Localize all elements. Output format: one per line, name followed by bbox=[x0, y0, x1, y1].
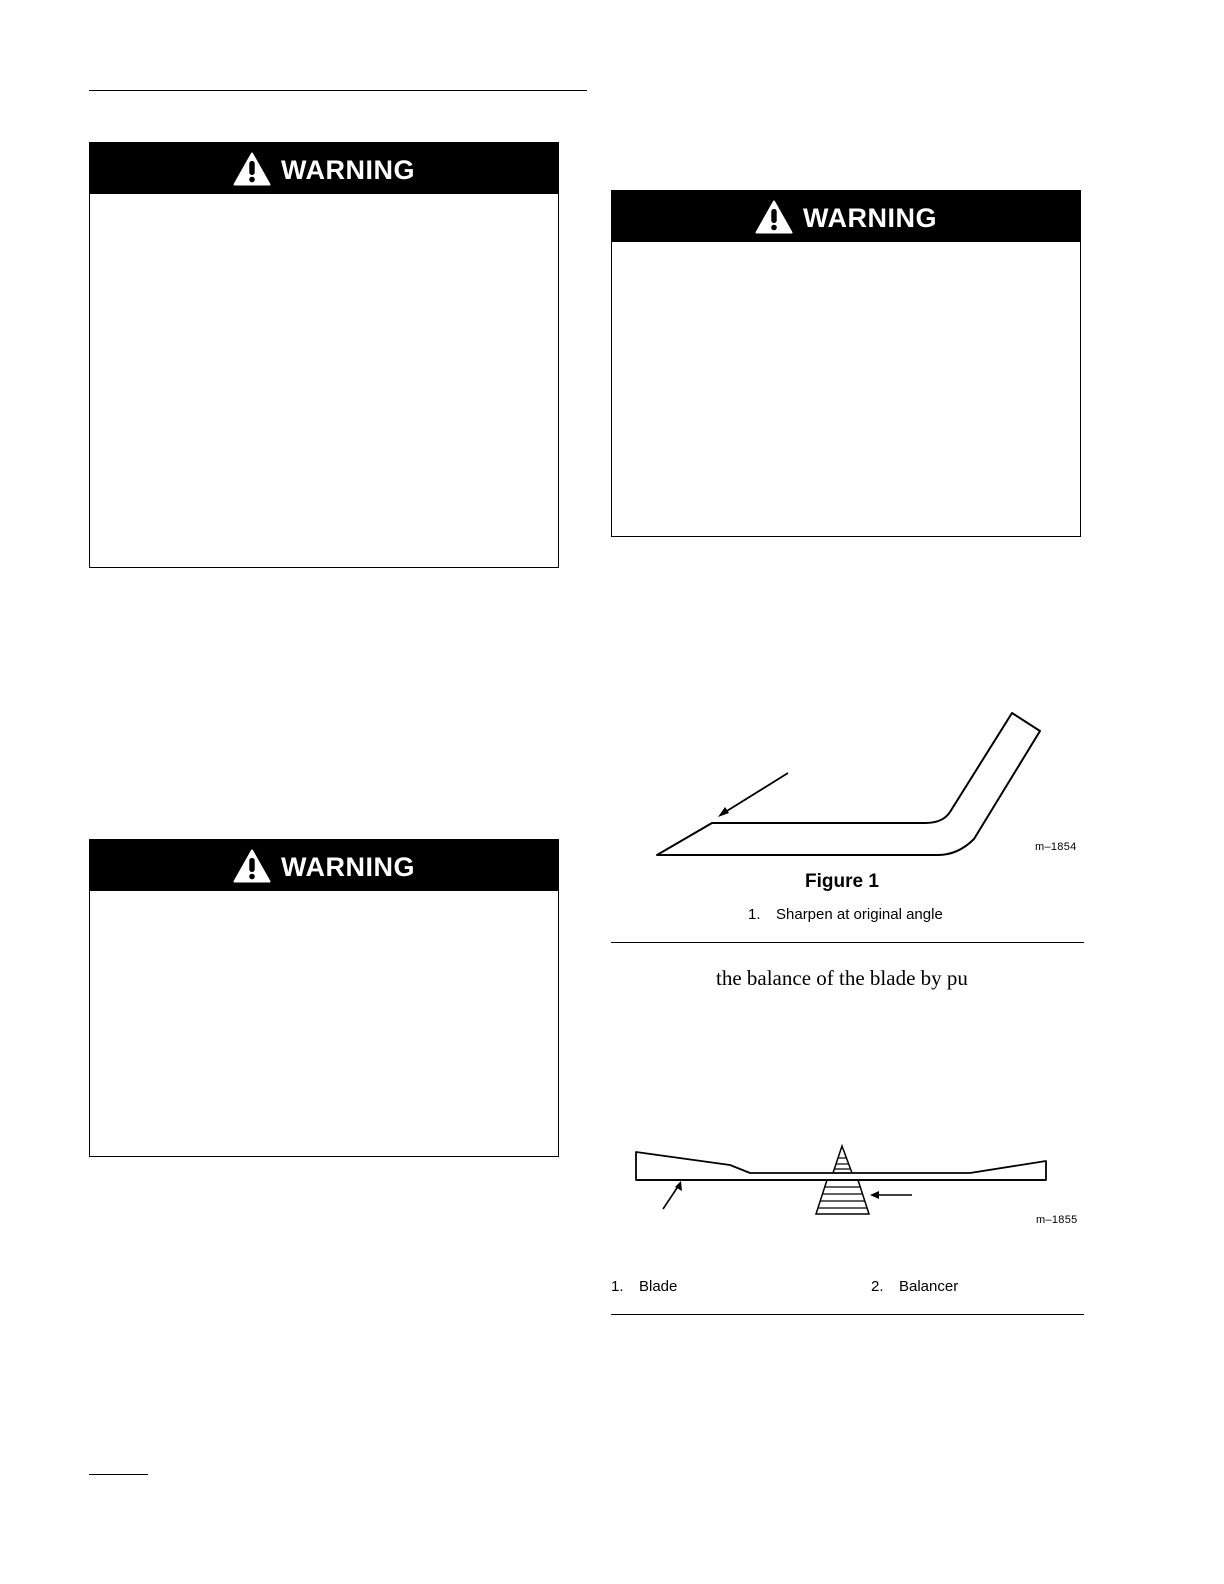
figure1-callout-1 bbox=[748, 906, 943, 923]
warning-header bbox=[90, 840, 558, 891]
figure2-bottom-rule bbox=[611, 1314, 1084, 1315]
figure2-code: m–1855 bbox=[1036, 1214, 1078, 1226]
footer-rule bbox=[89, 1474, 148, 1475]
callout-label: Blade bbox=[639, 1278, 678, 1295]
warning-header bbox=[612, 191, 1080, 242]
warning-box-1 bbox=[89, 142, 559, 568]
blade-callout-arrow bbox=[663, 1185, 679, 1209]
callout-number: 2. bbox=[871, 1278, 884, 1295]
header-rule bbox=[89, 90, 587, 91]
figure1-bottom-rule bbox=[611, 942, 1084, 943]
warning-box-2 bbox=[611, 190, 1081, 537]
body-paragraph: the balance of the blade by pu bbox=[716, 966, 968, 990]
warning-box-3 bbox=[89, 839, 559, 1157]
warning-header bbox=[90, 143, 558, 194]
warning-triangle-icon bbox=[233, 849, 271, 883]
figure2-callout-1 bbox=[611, 1278, 677, 1295]
warning-title: WARNING bbox=[803, 203, 937, 233]
blade-balancer-illustration bbox=[630, 1140, 1055, 1220]
callout-number: 1. bbox=[748, 906, 761, 923]
figure1-title: Figure 1 bbox=[805, 871, 879, 892]
warning-title: WARNING bbox=[281, 852, 415, 882]
blade-sharpen-illustration bbox=[640, 700, 1060, 865]
warning-triangle-icon bbox=[755, 200, 793, 234]
callout-arrow bbox=[722, 773, 788, 814]
figure1-code: m–1854 bbox=[1035, 841, 1077, 853]
callout-number: 1. bbox=[611, 1278, 624, 1295]
callout-label: Sharpen at original angle bbox=[776, 906, 943, 923]
figure2-callout-2 bbox=[871, 1278, 958, 1295]
callout-label: Balancer bbox=[899, 1278, 959, 1295]
warning-title: WARNING bbox=[281, 155, 415, 185]
warning-triangle-icon bbox=[233, 152, 271, 186]
